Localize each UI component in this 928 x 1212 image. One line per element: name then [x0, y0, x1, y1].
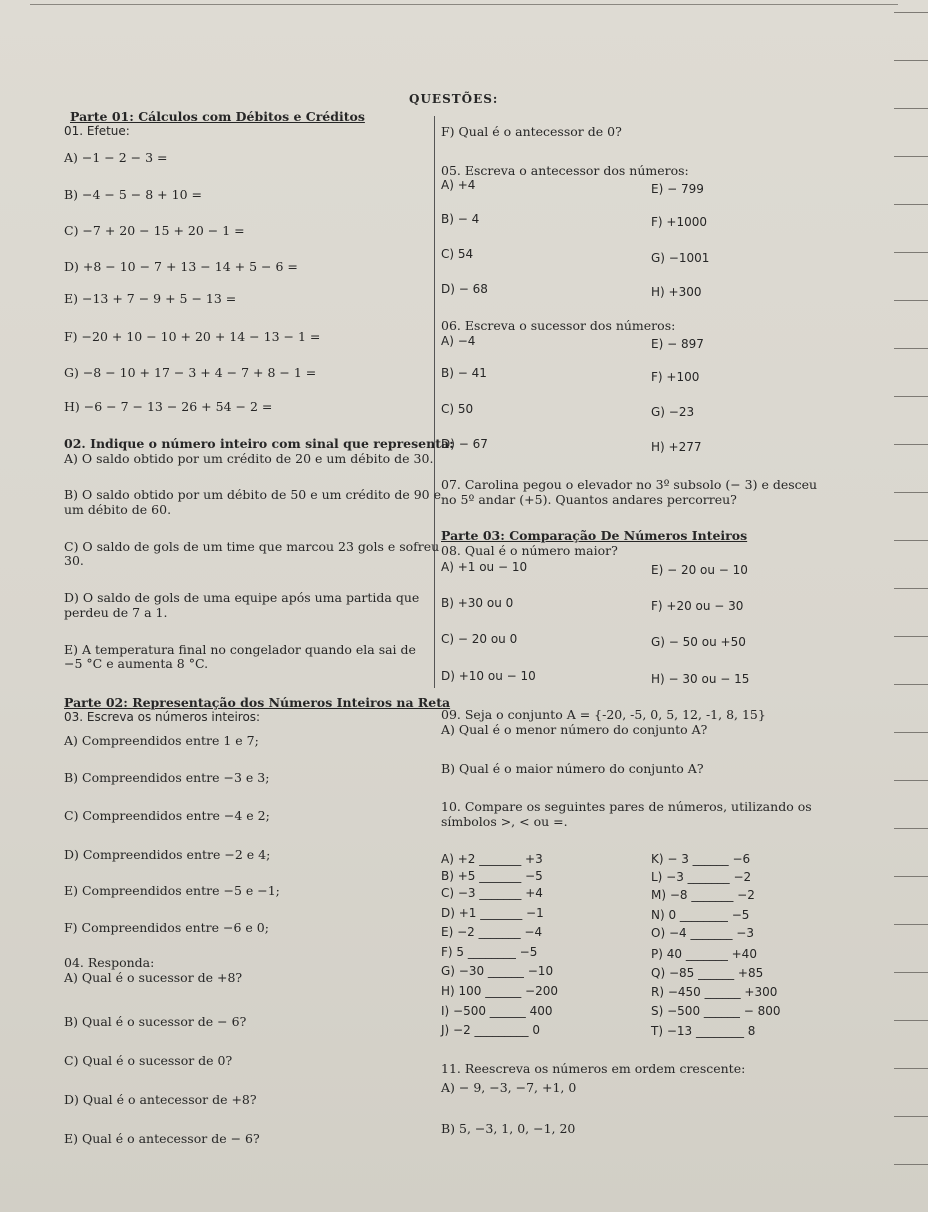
right-line-4: B) − 4 — [441, 212, 480, 226]
margin-rule — [894, 780, 928, 781]
left-line-18: E) A temperatura final no congelador quando ela sai de — [64, 642, 416, 657]
margin-rule — [894, 300, 928, 301]
right-line-1: 05. Escreva o antecessor dos números: — [441, 163, 689, 178]
right-line-45: O) −4 _______ −3 — [651, 926, 754, 940]
right-line-12: E) − 897 — [651, 337, 704, 351]
right-line-11: A) −4 — [441, 334, 476, 348]
left-line-33: E) Qual é o antecessor de − 6? — [64, 1131, 260, 1146]
page-title: QUESTÕES: — [409, 92, 499, 106]
left-line-13: um débito de 60. — [64, 502, 172, 517]
margin-rule — [894, 252, 928, 253]
right-line-44: E) −2 _______ −4 — [441, 925, 543, 939]
right-line-5: F) +1000 — [651, 215, 707, 229]
margin-rule — [894, 1020, 928, 1021]
right-line-6: C) 54 — [441, 247, 474, 261]
left-line-6: E) −13 + 7 − 9 + 5 − 13 = — [64, 291, 237, 306]
right-line-24: E) − 20 ou − 10 — [651, 563, 748, 577]
left-line-20: Parte 02: Representação dos Números Inteiros na Reta — [64, 695, 451, 710]
left-line-10: 02. Indique o número inteiro com sinal que representa: — [64, 436, 454, 451]
right-line-50: H) 100 ______ −200 — [441, 984, 559, 998]
margin-rule — [894, 732, 928, 733]
margin-rule — [894, 684, 928, 685]
right-line-57: A) − 9, −3, −7, +1, 0 — [441, 1080, 577, 1095]
left-line-27: F) Compreendidos entre −6 e 0; — [64, 920, 269, 935]
left-line-29: A) Qual é o sucessor de +8? — [64, 970, 243, 985]
right-line-54: J) −2 _________ 0 — [441, 1023, 540, 1037]
right-line-14: F) +100 — [651, 370, 700, 384]
right-line-7: G) −1001 — [651, 251, 710, 265]
right-line-29: D) +10 ou − 10 — [441, 669, 536, 683]
margin-rule — [894, 1068, 928, 1069]
left-line-19: −5 °C e aumenta 8 °C. — [64, 656, 209, 671]
margin-rule — [894, 876, 928, 877]
right-line-37: K) − 3 ______ −6 — [651, 852, 751, 866]
left-line-9: H) −6 − 7 − 13 − 26 + 54 − 2 = — [64, 399, 273, 414]
left-line-7: F) −20 + 10 − 10 + 20 + 14 − 13 − 1 = — [64, 329, 321, 344]
left-line-12: B) O saldo obtido por um débito de 50 e um crédito de 90 e — [64, 487, 441, 502]
right-line-38: B) +5 _______ −5 — [441, 869, 543, 883]
right-line-53: S) −500 ______ − 800 — [651, 1004, 781, 1018]
right-line-41: M) −8 _______ −2 — [651, 888, 755, 902]
margin-rule — [894, 972, 928, 973]
right-line-25: B) +30 ou 0 — [441, 596, 514, 610]
margin-rule — [894, 828, 928, 829]
right-line-8: D) − 68 — [441, 282, 488, 296]
left-line-28: 04. Responda: — [64, 955, 155, 970]
right-line-17: D) − 67 — [441, 437, 488, 451]
margin-rule — [894, 492, 928, 493]
right-line-15: C) 50 — [441, 402, 474, 416]
left-line-17: perdeu de 7 a 1. — [64, 605, 168, 620]
right-line-42: D) +1 _______ −1 — [441, 906, 544, 920]
margin-rule — [894, 396, 928, 397]
right-line-13: B) − 41 — [441, 366, 487, 380]
right-line-33: B) Qual é o maior número do conjunto A? — [441, 761, 704, 776]
right-line-49: Q) −85 ______ +85 — [651, 966, 764, 980]
margin-rule — [894, 636, 928, 637]
right-line-39: L) −3 _______ −2 — [651, 870, 752, 884]
right-line-56: 11. Reescreva os números em ordem crescente: — [441, 1061, 746, 1076]
right-line-18: H) +277 — [651, 440, 702, 454]
left-line-25: D) Compreendidos entre −2 e 4; — [64, 847, 271, 862]
right-line-19: 07. Carolina pegou o elevador no 3º subsolo (− 3) e desceu — [441, 477, 818, 492]
margin-rule — [894, 204, 928, 205]
right-line-26: F) +20 ou − 30 — [651, 599, 744, 613]
right-line-3: E) − 799 — [651, 182, 704, 196]
right-line-52: I) −500 ______ 400 — [441, 1004, 553, 1018]
right-line-47: P) 40 _______ +40 — [651, 947, 757, 961]
left-line-5: D) +8 − 10 − 7 + 13 − 14 + 5 − 6 = — [64, 259, 298, 274]
right-line-31: 09. Seja o conjunto A = {-20, -5, 0, 5, 12, -1, 8, 15} — [441, 707, 766, 722]
right-line-32: A) Qual é o menor número do conjunto A? — [441, 722, 708, 737]
margin-rule — [894, 1116, 928, 1117]
margin-rule — [894, 444, 928, 445]
right-line-55: T) −13 ________ 8 — [651, 1024, 756, 1038]
right-line-48: G) −30 ______ −10 — [441, 964, 554, 978]
right-line-23: A) +1 ou − 10 — [441, 560, 528, 574]
right-line-35: símbolos >, < ou =. — [441, 814, 568, 829]
right-line-46: F) 5 ________ −5 — [441, 945, 538, 959]
right-line-16: G) −23 — [651, 405, 695, 419]
right-line-10: 06. Escreva o sucessor dos números: — [441, 318, 676, 333]
margin-rule — [894, 156, 928, 157]
right-line-51: R) −450 ______ +300 — [651, 985, 778, 999]
top-line — [30, 4, 898, 5]
left-line-0: Parte 01: Cálculos com Débitos e Créditos — [70, 109, 365, 124]
right-line-0: F) Qual é o antecessor de 0? — [441, 124, 622, 139]
left-line-24: C) Compreendidos entre −4 e 2; — [64, 808, 270, 823]
margin-rule — [894, 924, 928, 925]
left-line-4: C) −7 + 20 − 15 + 20 − 1 = — [64, 223, 245, 238]
right-line-9: H) +300 — [651, 285, 702, 299]
right-line-43: N) 0 ________ −5 — [651, 908, 750, 922]
margin-rule — [894, 348, 928, 349]
margin-rule — [894, 1164, 928, 1165]
right-line-2: A) +4 — [441, 178, 476, 192]
right-line-27: C) − 20 ou 0 — [441, 632, 518, 646]
left-line-22: A) Compreendidos entre 1 e 7; — [64, 733, 259, 748]
margin-rule — [894, 540, 928, 541]
column-divider — [434, 116, 435, 688]
right-line-28: G) − 50 ou +50 — [651, 635, 746, 649]
margin-rule — [894, 588, 928, 589]
left-line-14: C) O saldo de gols de um time que marcou 23 gols e sofreu — [64, 539, 440, 554]
left-line-2: A) −1 − 2 − 3 = — [64, 150, 168, 165]
left-line-26: E) Compreendidos entre −5 e −1; — [64, 883, 280, 898]
right-line-22: 08. Qual é o número maior? — [441, 543, 618, 558]
left-line-15: 30. — [64, 553, 84, 568]
left-line-1: 01. Efetue: — [64, 124, 130, 138]
right-line-36: A) +2 _______ +3 — [441, 852, 543, 866]
left-line-23: B) Compreendidos entre −3 e 3; — [64, 770, 270, 785]
right-line-58: B) 5, −3, 1, 0, −1, 20 — [441, 1121, 576, 1136]
left-line-3: B) −4 − 5 − 8 + 10 = — [64, 187, 202, 202]
right-line-40: C) −3 _______ +4 — [441, 886, 543, 900]
right-line-30: H) − 30 ou − 15 — [651, 672, 750, 686]
left-line-16: D) O saldo de gols de uma equipe após uma partida que — [64, 590, 420, 605]
margin-rule — [894, 12, 928, 13]
left-line-21: 03. Escreva os números inteiros: — [64, 710, 261, 724]
right-line-21: Parte 03: Comparação De Números Inteiros — [441, 528, 748, 543]
margin-rule — [894, 60, 928, 61]
margin-rule — [894, 108, 928, 109]
left-line-32: D) Qual é o antecessor de +8? — [64, 1092, 257, 1107]
right-line-20: no 5º andar (+5). Quantos andares percorreu? — [441, 492, 737, 507]
left-line-31: C) Qual é o sucessor de 0? — [64, 1053, 233, 1068]
left-line-11: A) O saldo obtido por um crédito de 20 e um débito de 30. — [64, 451, 434, 466]
right-line-34: 10. Compare os seguintes pares de números, utilizando os — [441, 799, 812, 814]
left-line-8: G) −8 − 10 + 17 − 3 + 4 − 7 + 8 − 1 = — [64, 365, 317, 380]
left-line-30: B) Qual é o sucessor de − 6? — [64, 1014, 247, 1029]
